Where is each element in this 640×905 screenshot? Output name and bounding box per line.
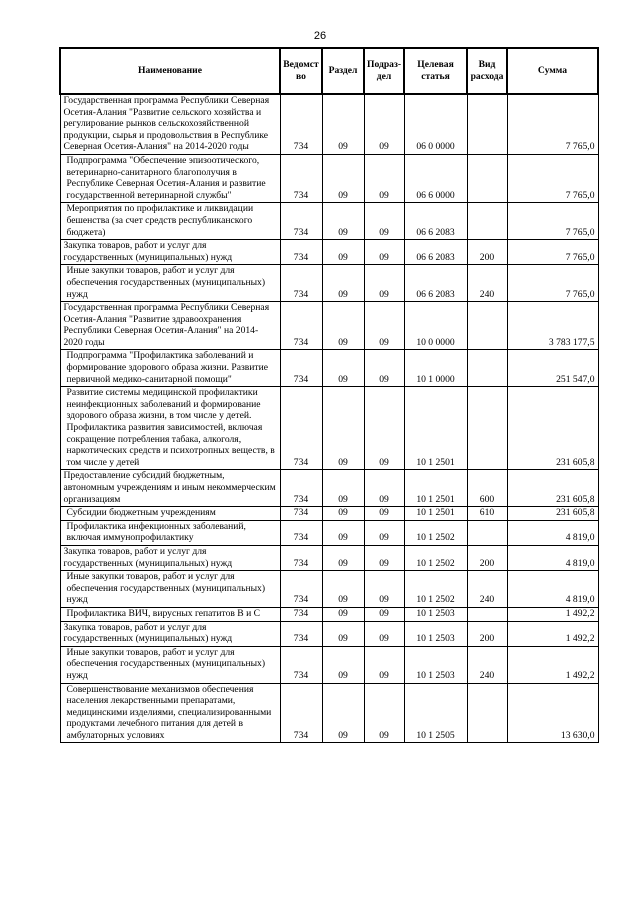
cell-podrazdel: 09 <box>364 646 404 683</box>
cell-ved: 734 <box>280 621 322 646</box>
cell-podrazdel: 09 <box>364 387 404 470</box>
cell-razdel: 09 <box>322 203 364 240</box>
cell-name: Иные закупки товаров, работ и услуг для обеспечения государственных (муниципальных) нужд <box>60 265 280 302</box>
cell-ved: 734 <box>280 154 322 202</box>
table-row <box>60 545 598 570</box>
cell-sum: 7 765,0 <box>507 265 598 302</box>
header-sum: Сумма <box>507 48 598 94</box>
budget-table <box>59 47 599 743</box>
cell-name: Развитие системы медицинской профилактики неинфекционных заболеваний и формирование здорового образа жизни, в том числе у детей. Профилактика развития зависимостей, включая сокращение потребления табака, алкоголя, наркотических средств и психотропных веществ, в том числе у детей <box>60 387 280 470</box>
table-row <box>60 571 598 608</box>
header-ved: Ведомст во <box>280 48 322 94</box>
cell-vid: 240 <box>467 646 507 683</box>
page-number: 26 <box>313 30 327 42</box>
cell-ved: 734 <box>280 646 322 683</box>
cell-vid: 200 <box>467 545 507 570</box>
cell-vid <box>467 154 507 202</box>
cell-sum: 7 765,0 <box>507 240 598 265</box>
cell-ved: 734 <box>280 571 322 608</box>
cell-podrazdel: 09 <box>364 683 404 743</box>
cell-target: 10 1 0000 <box>404 350 467 387</box>
cell-ved: 734 <box>280 387 322 470</box>
table-row <box>60 470 598 507</box>
cell-razdel: 09 <box>322 621 364 646</box>
cell-ved: 734 <box>280 520 322 545</box>
cell-name: Иные закупки товаров, работ и услуг для обеспечения государственных (муниципальных) нужд <box>60 571 280 608</box>
cell-sum: 4 819,0 <box>507 571 598 608</box>
cell-razdel: 09 <box>322 240 364 265</box>
cell-sum: 1 492,2 <box>507 621 598 646</box>
table-row <box>60 607 598 621</box>
cell-vid <box>467 302 507 350</box>
cell-podrazdel: 09 <box>364 240 404 265</box>
cell-ved: 734 <box>280 545 322 570</box>
cell-target: 10 1 2505 <box>404 683 467 743</box>
table-row <box>60 203 598 240</box>
header-podrazdel: Подраз- дел <box>364 48 404 94</box>
cell-sum: 7 765,0 <box>507 94 598 154</box>
cell-name: Профилактика ВИЧ, вирусных гепатитов В и С <box>60 607 280 621</box>
cell-vid <box>467 387 507 470</box>
cell-vid <box>467 203 507 240</box>
cell-razdel: 09 <box>322 350 364 387</box>
cell-target: 10 1 2501 <box>404 507 467 521</box>
cell-name: Иные закупки товаров, работ и услуг для обеспечения государственных (муниципальных) нужд <box>60 646 280 683</box>
cell-name: Государственная программа Республики Северная Осетия-Алания "Развитие здравоохранения Республики Северная Осетия-Алания" на 2014-2020 годы <box>60 302 280 350</box>
cell-target: 10 1 2503 <box>404 607 467 621</box>
cell-podrazdel: 09 <box>364 470 404 507</box>
cell-razdel: 09 <box>322 94 364 154</box>
cell-vid <box>467 520 507 545</box>
cell-sum: 1 492,2 <box>507 646 598 683</box>
table-row <box>60 520 598 545</box>
header-row <box>60 48 598 94</box>
cell-sum: 251 547,0 <box>507 350 598 387</box>
cell-razdel: 09 <box>322 507 364 521</box>
cell-ved: 734 <box>280 240 322 265</box>
cell-podrazdel: 09 <box>364 507 404 521</box>
table-row <box>60 621 598 646</box>
cell-name: Государственная программа Республики Северная Осетия-Алания "Развитие сельского хозяйства и регулирование рынков сельскохозяйственной продукции, сырья и продовольствия в Республике Северная Осетия-Алания" на 2014-2020 годы <box>60 94 280 154</box>
cell-name: Закупка товаров, работ и услуг для государственных (муниципальных) нужд <box>60 621 280 646</box>
cell-razdel: 09 <box>322 520 364 545</box>
cell-name: Подпрограмма "Профилактика заболеваний и формирование здорового образа жизни. Развитие первичной медико-санитарной помощи" <box>60 350 280 387</box>
cell-razdel: 09 <box>322 571 364 608</box>
cell-target: 10 1 2503 <box>404 621 467 646</box>
cell-podrazdel: 09 <box>364 203 404 240</box>
cell-vid: 240 <box>467 571 507 608</box>
cell-ved: 734 <box>280 470 322 507</box>
cell-name: Профилактика инфекционных заболеваний, включая иммунопрофилактику <box>60 520 280 545</box>
table-row <box>60 387 598 470</box>
cell-sum: 231 605,8 <box>507 470 598 507</box>
cell-sum: 13 630,0 <box>507 683 598 743</box>
cell-razdel: 09 <box>322 470 364 507</box>
cell-vid <box>467 683 507 743</box>
cell-ved: 734 <box>280 683 322 743</box>
cell-target: 10 1 2502 <box>404 571 467 608</box>
cell-name: Мероприятия по профилактике и ликвидации бешенства (за счет средств республиканского бюджета) <box>60 203 280 240</box>
cell-vid: 200 <box>467 240 507 265</box>
cell-ved: 734 <box>280 350 322 387</box>
cell-ved: 734 <box>280 302 322 350</box>
cell-razdel: 09 <box>322 302 364 350</box>
table-row <box>60 350 598 387</box>
table-row <box>60 154 598 202</box>
cell-podrazdel: 09 <box>364 302 404 350</box>
cell-ved: 734 <box>280 265 322 302</box>
cell-razdel: 09 <box>322 387 364 470</box>
cell-vid: 600 <box>467 470 507 507</box>
table-row <box>60 507 598 521</box>
header-name: Наименование <box>60 48 280 94</box>
header-target: Целевая статья <box>404 48 467 94</box>
cell-razdel: 09 <box>322 545 364 570</box>
cell-podrazdel: 09 <box>364 520 404 545</box>
cell-podrazdel: 09 <box>364 350 404 387</box>
cell-razdel: 09 <box>322 646 364 683</box>
cell-name: Подпрограмма "Обеспечение эпизоотического, ветеринарно-санитарного благополучия в Республике Северная Осетия-Алания и развитие государственной ветеринарной службы" <box>60 154 280 202</box>
cell-razdel: 09 <box>322 607 364 621</box>
cell-ved: 734 <box>280 607 322 621</box>
cell-target: 10 1 2503 <box>404 646 467 683</box>
table-row <box>60 265 598 302</box>
cell-podrazdel: 09 <box>364 94 404 154</box>
cell-target: 06 0 0000 <box>404 94 467 154</box>
cell-name: Предоставление субсидий бюджетным, автономным учреждениям и иным некоммерческим организациям <box>60 470 280 507</box>
cell-podrazdel: 09 <box>364 607 404 621</box>
cell-vid: 200 <box>467 621 507 646</box>
cell-ved: 734 <box>280 507 322 521</box>
header-vid: Вид расхода <box>467 48 507 94</box>
cell-podrazdel: 09 <box>364 571 404 608</box>
cell-target: 06 6 0000 <box>404 154 467 202</box>
cell-vid <box>467 94 507 154</box>
cell-razdel: 09 <box>322 265 364 302</box>
cell-sum: 7 765,0 <box>507 203 598 240</box>
table-row <box>60 302 598 350</box>
cell-target: 10 1 2502 <box>404 545 467 570</box>
cell-vid <box>467 607 507 621</box>
cell-target: 10 0 0000 <box>404 302 467 350</box>
cell-sum: 3 783 177,5 <box>507 302 598 350</box>
cell-target: 06 6 2083 <box>404 265 467 302</box>
cell-ved: 734 <box>280 94 322 154</box>
cell-name: Закупка товаров, работ и услуг для государственных (муниципальных) нужд <box>60 545 280 570</box>
cell-podrazdel: 09 <box>364 545 404 570</box>
cell-podrazdel: 09 <box>364 621 404 646</box>
cell-sum: 231 605,8 <box>507 387 598 470</box>
cell-target: 06 6 2083 <box>404 240 467 265</box>
cell-sum: 4 819,0 <box>507 520 598 545</box>
table-row <box>60 94 598 154</box>
cell-sum: 4 819,0 <box>507 545 598 570</box>
cell-sum: 7 765,0 <box>507 154 598 202</box>
cell-vid: 610 <box>467 507 507 521</box>
cell-name: Совершенствование механизмов обеспечения населения лекарственными препаратами, медицинскими изделиями, специализированными продуктами лечебного питания для детей в амбулаторных условиях <box>60 683 280 743</box>
cell-sum: 231 605,8 <box>507 507 598 521</box>
cell-target: 10 1 2501 <box>404 470 467 507</box>
cell-target: 10 1 2502 <box>404 520 467 545</box>
table-row <box>60 240 598 265</box>
cell-sum: 1 492,2 <box>507 607 598 621</box>
cell-target: 10 1 2501 <box>404 387 467 470</box>
header-razdel: Раздел <box>322 48 364 94</box>
cell-vid <box>467 350 507 387</box>
cell-name: Закупка товаров, работ и услуг для государственных (муниципальных) нужд <box>60 240 280 265</box>
table-row <box>60 646 598 683</box>
cell-podrazdel: 09 <box>364 265 404 302</box>
cell-podrazdel: 09 <box>364 154 404 202</box>
cell-razdel: 09 <box>322 154 364 202</box>
cell-vid: 240 <box>467 265 507 302</box>
cell-razdel: 09 <box>322 683 364 743</box>
cell-target: 06 6 2083 <box>404 203 467 240</box>
cell-name: Субсидии бюджетным учреждениям <box>60 507 280 521</box>
cell-ved: 734 <box>280 203 322 240</box>
table-row <box>60 683 598 743</box>
